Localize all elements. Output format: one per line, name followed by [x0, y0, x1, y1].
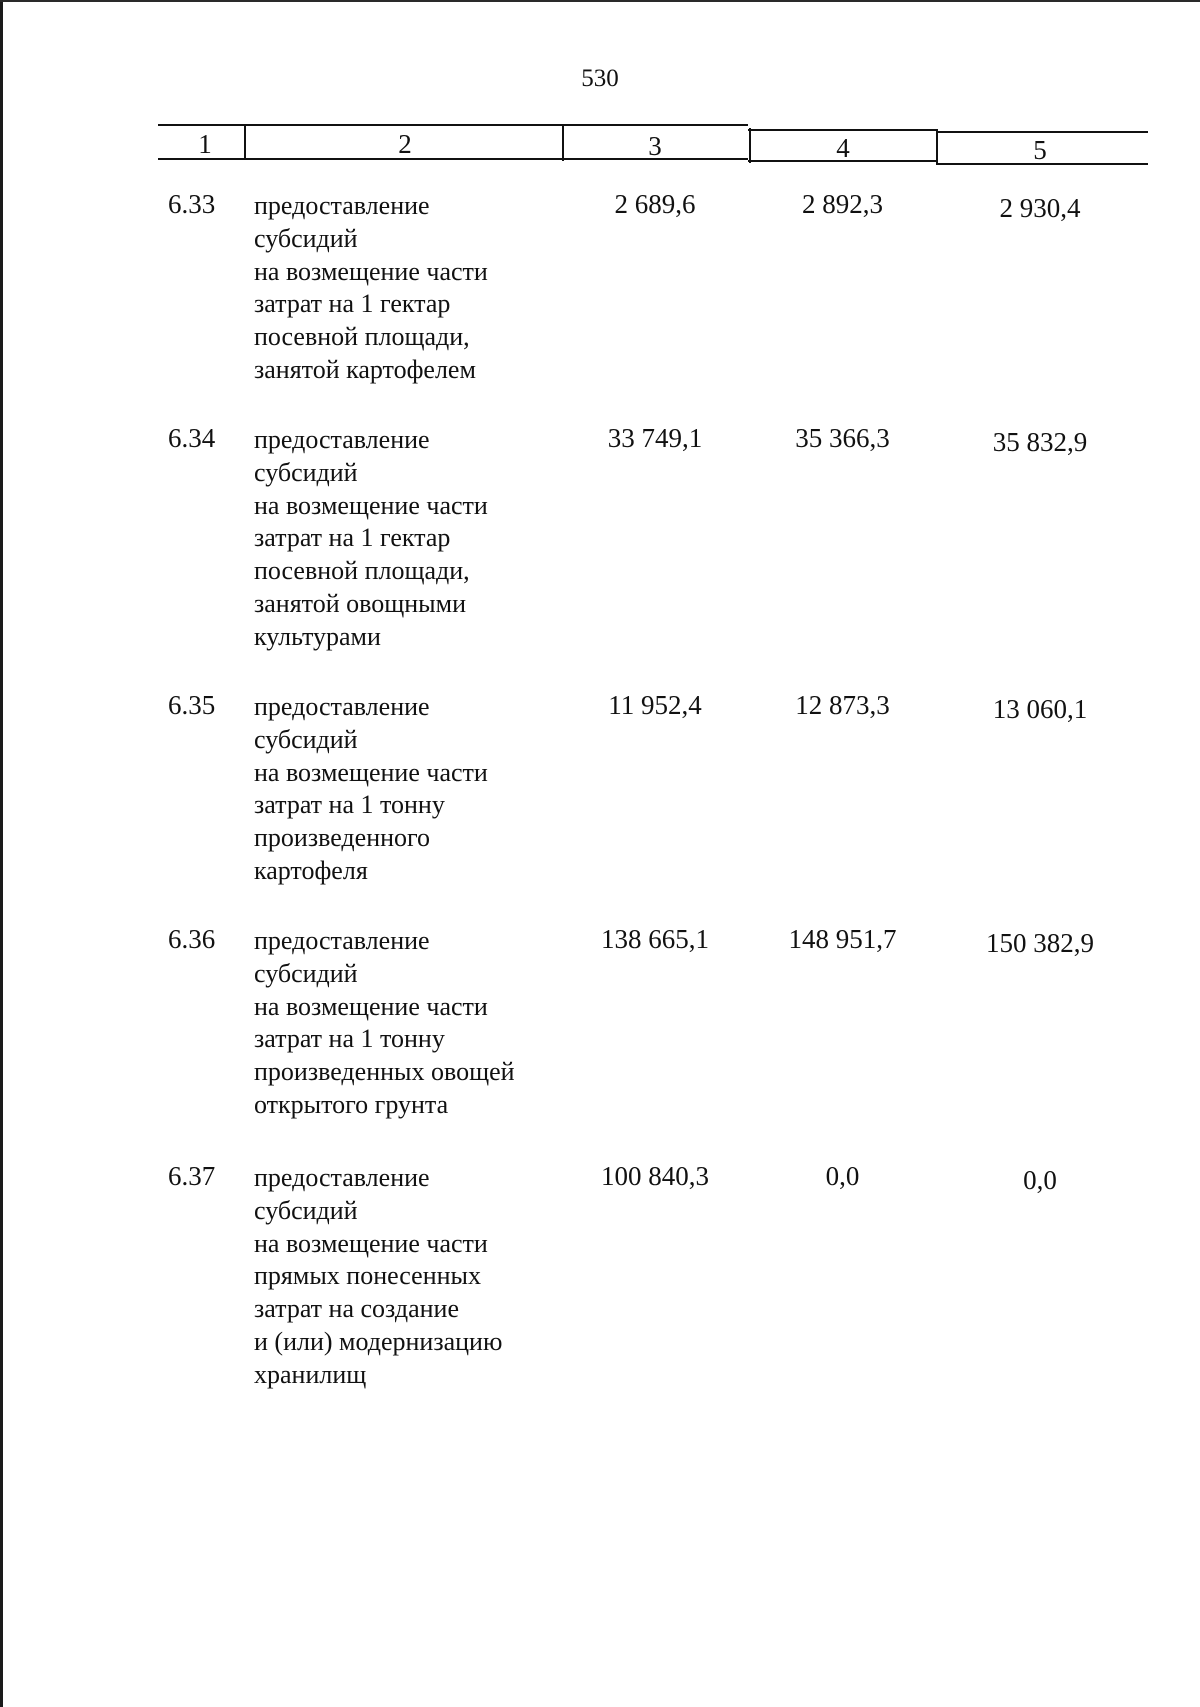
header-separator-3 — [749, 128, 751, 163]
row-number: 6.35 — [168, 690, 216, 720]
row-value-col5: 2 930,4 — [999, 193, 1081, 223]
scan-edge-left — [0, 0, 3, 1707]
row-description: предоставление субсидий на возмещение части затрат на 1 тонну произведенных овощей открытого грунта — [254, 926, 515, 1119]
row-description: предоставление субсидий на возмещение части затрат на 1 гектар посевной площади, занятой овощными культурами — [254, 425, 488, 651]
row-value-col3: 100 840,3 — [601, 1161, 709, 1191]
header-separator-4 — [936, 130, 938, 165]
column-number-1: 1 — [198, 129, 212, 159]
row-value-col3: 11 952,4 — [608, 690, 702, 720]
column-number-3: 3 — [648, 131, 662, 161]
row-value-col5: 150 382,9 — [986, 928, 1094, 958]
row-number: 6.34 — [168, 423, 216, 453]
column-number-4: 4 — [836, 133, 850, 163]
row-value-col5: 13 060,1 — [992, 694, 1088, 724]
row-value-col3: 33 749,1 — [607, 423, 703, 453]
header-separator-1 — [244, 125, 246, 160]
row-value-col3: 138 665,1 — [601, 924, 709, 954]
page-number: 530 — [581, 65, 619, 92]
row-value-col4: 35 366,3 — [795, 423, 890, 453]
row-number: 6.37 — [168, 1161, 216, 1191]
row-value-col4: 0,0 — [825, 1161, 860, 1191]
header-top-border-right — [938, 131, 1148, 133]
table-header — [0, 0, 1200, 200]
column-number-2: 2 — [398, 129, 412, 159]
row-value-col5: 0,0 — [1023, 1165, 1057, 1195]
header-top-border-mid — [748, 129, 938, 131]
row-description: предоставление субсидий на возмещение части затрат на 1 тонну произведенного картофеля — [254, 692, 488, 885]
row-description: предоставление субсидий на возмещение части затрат на 1 гектар посевной площади, занятой картофелем — [254, 191, 488, 384]
row-description: предоставление субсидий на возмещение части прямых понесенных затрат на создание и (или) модернизацию хранилищ — [254, 1163, 503, 1389]
column-number-5: 5 — [1033, 135, 1047, 165]
row-number: 6.33 — [168, 189, 216, 219]
row-value-col5: 35 832,9 — [992, 427, 1088, 457]
row-value-col4: 12 873,3 — [795, 690, 890, 720]
row-value-col3: 2 689,6 — [614, 189, 696, 219]
header-top-border-left — [158, 124, 748, 126]
row-value-col4: 148 951,7 — [788, 924, 897, 954]
row-number: 6.36 — [168, 924, 216, 954]
row-value-col4: 2 892,3 — [802, 189, 883, 219]
header-separator-2 — [562, 126, 564, 161]
